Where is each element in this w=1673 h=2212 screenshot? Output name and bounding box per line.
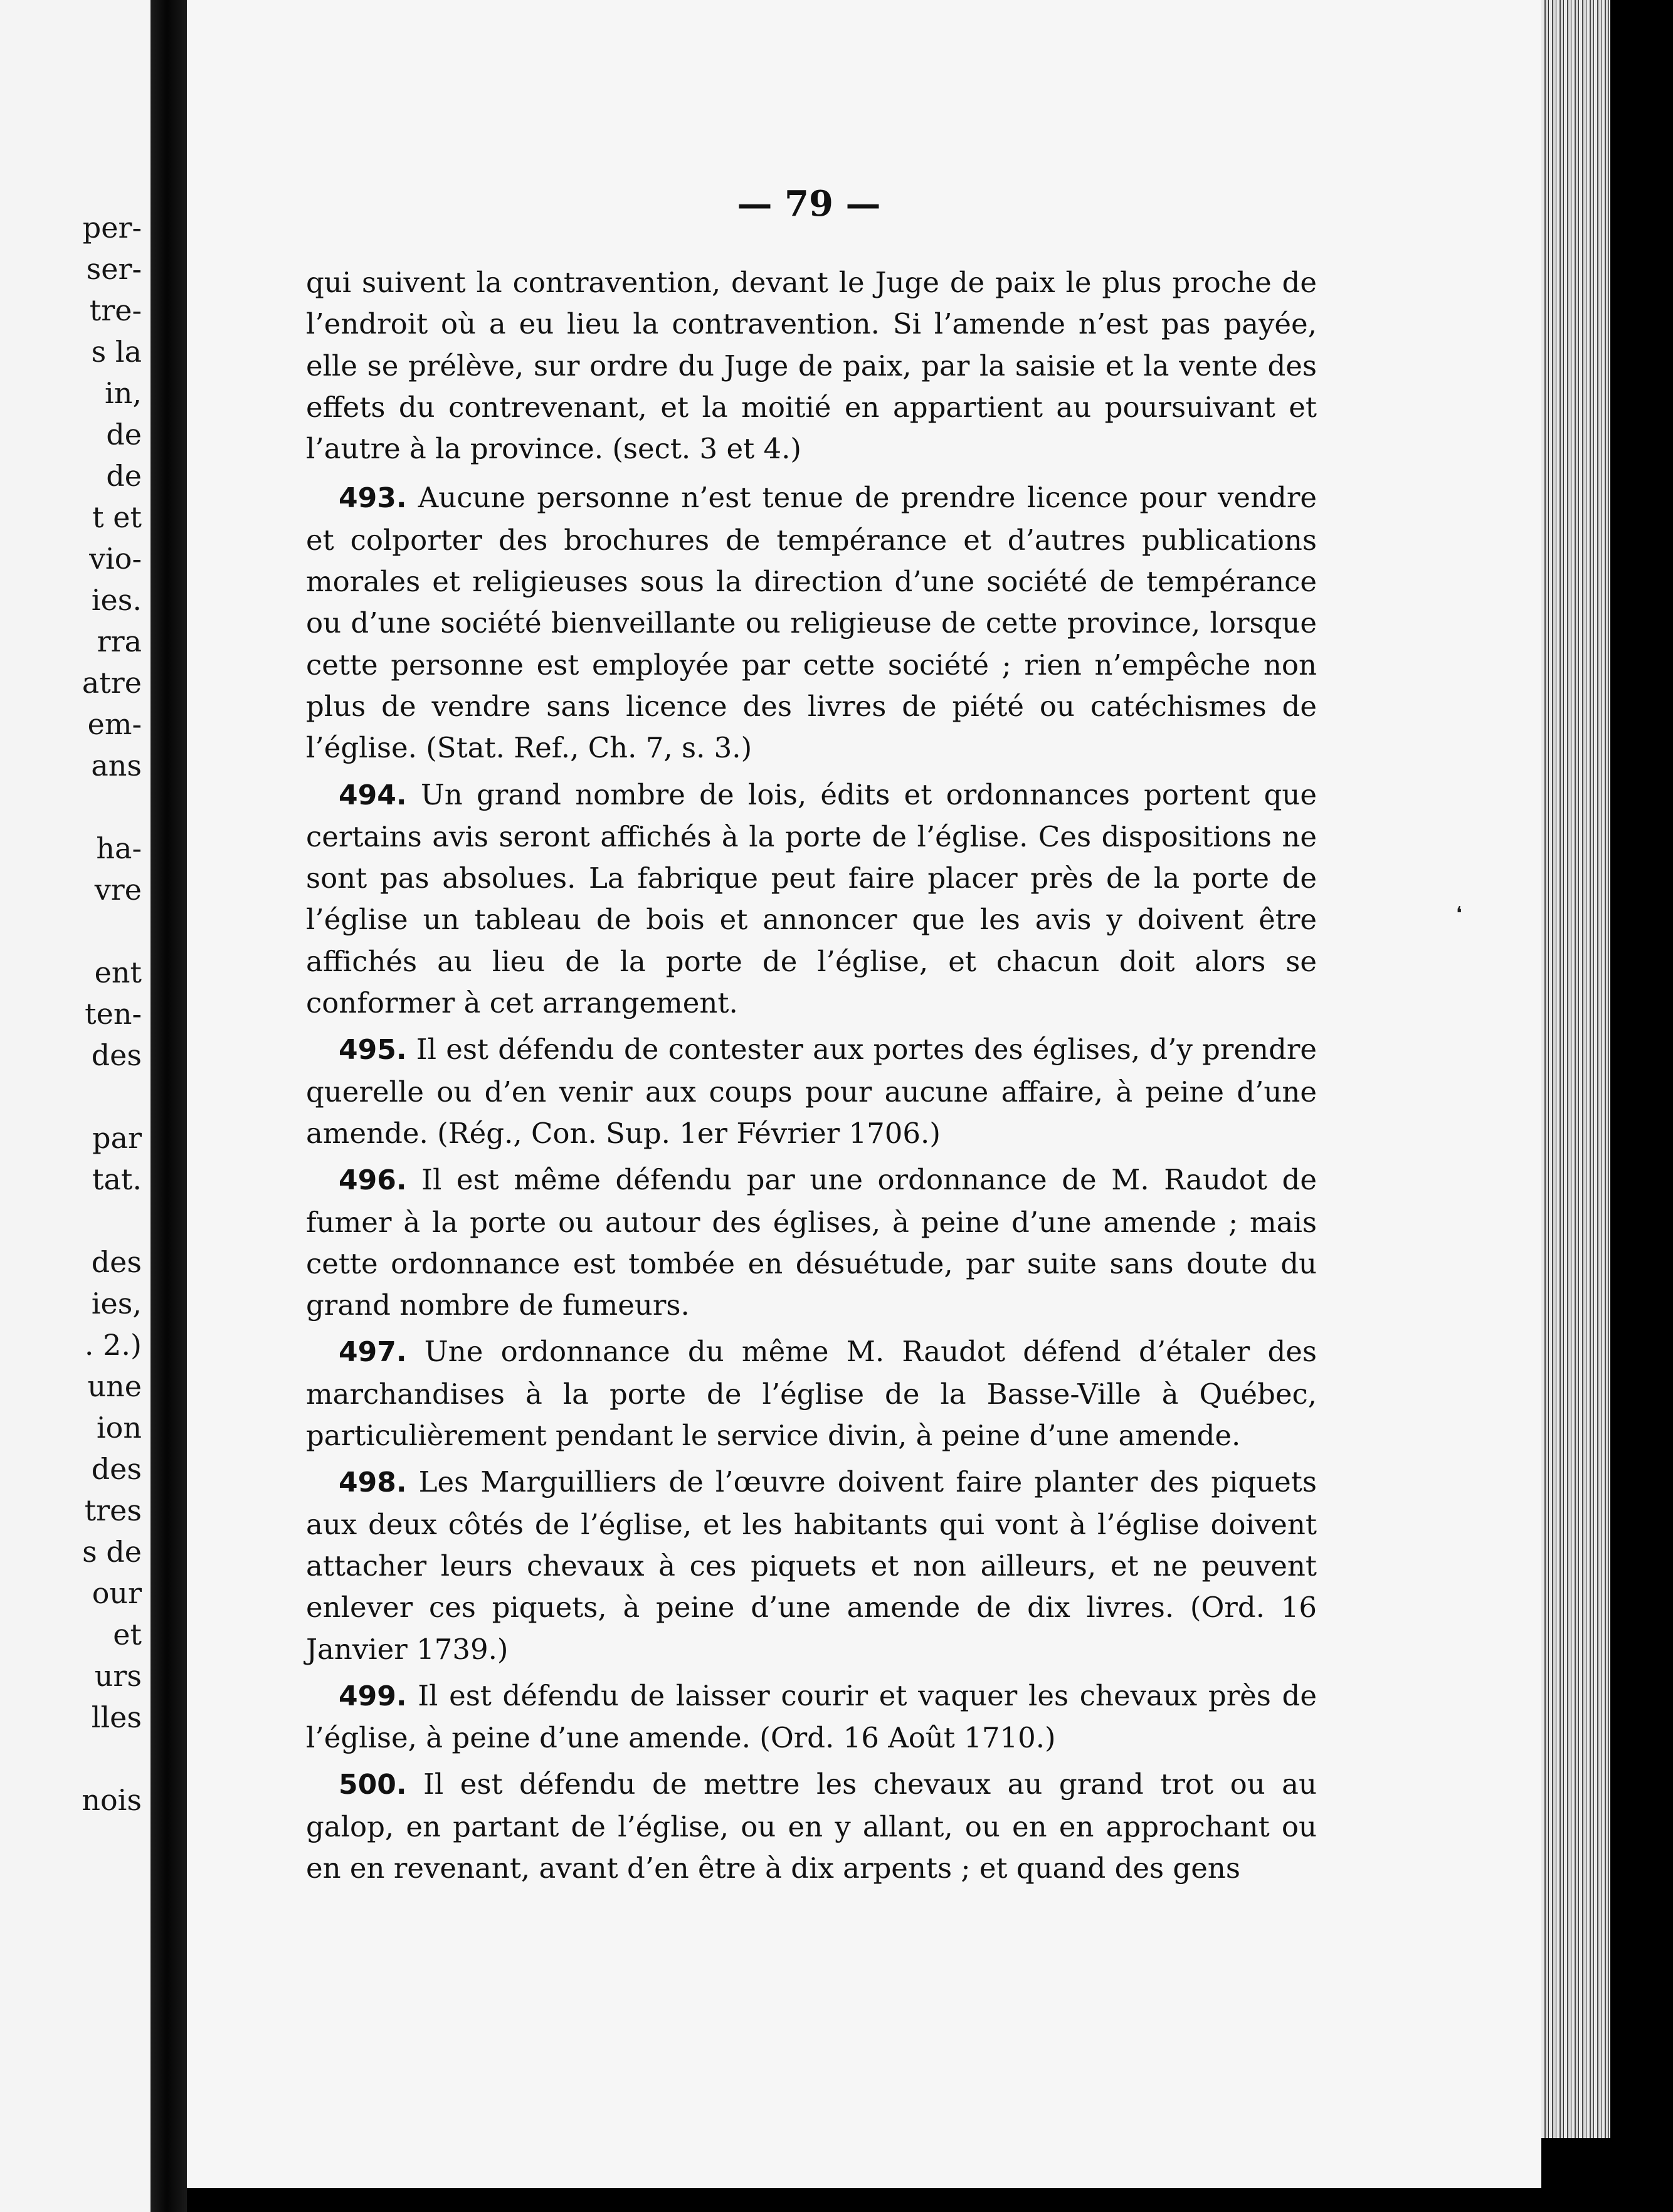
facing-page xyxy=(0,0,152,2212)
paragraph-text: Un grand nombre de lois, édits et ordonnances portent que certains avis seront affichés à la porte de l’église. Ces dispositions ne sont pas absolues. La fabrique peut faire placer près de la porte de l’église un tableau de bois et annoncer que les avis y doivent être affichés au lieu de la porte de l’église, et chacun doit alors se conformer à cet arrangement. xyxy=(306,777,1317,1020)
paragraph-number: 494. xyxy=(339,779,407,811)
paragraph-text: Il est défendu de mettre les chevaux au grand trot ou au galop, en partant de l’église, ou en y allant, ou en en approchant ou en en revenant, avant d’en être à dix arpents ; et quand des gens xyxy=(306,1767,1317,1885)
margin-mark: ❛ xyxy=(1456,903,1462,925)
paragraph-498 xyxy=(306,1462,1317,1670)
paragraph-497 xyxy=(306,1331,1317,1456)
paragraph-500 xyxy=(306,1764,1317,1889)
paragraph-number: 500. xyxy=(339,1769,407,1801)
paragraph-number: 499. xyxy=(339,1680,407,1712)
book-spine xyxy=(150,0,187,2212)
paragraph-number: 498. xyxy=(339,1467,407,1499)
paragraph-495 xyxy=(306,1029,1317,1154)
paragraph-text: Il est même défendu par une ordonnance de M. Raudot de fumer à la porte ou autour des églises, à peine d’une amende ; mais cette ordonnance est tombée en désuétude, par suite sans doute du grand nombre de fumeurs. xyxy=(306,1163,1317,1322)
paragraph-499 xyxy=(306,1675,1317,1759)
paragraph-493 xyxy=(306,477,1317,769)
background-bottom xyxy=(187,2188,1610,2212)
paragraph-number: 497. xyxy=(339,1336,407,1369)
paragraph-text: Il est défendu de laisser courir et vaquer les chevaux près de l’église, à peine d’une amende. (Ord. 16 Août 1710.) xyxy=(306,1678,1317,1755)
background-right xyxy=(1610,0,1673,2212)
paragraph-number: 496. xyxy=(339,1164,407,1197)
paragraph-text: Aucune personne n’est tenue de prendre licence pour vendre et colporter des brochures de tempérance et d’autres publications morales et religieuses sous la direction d’une société de tempérance ou d’une société bienveillante ou religieuse de cette province, lorsque cette personne est employée par cette société ; rien n’empêche non plus de vendre sans licence des livres de piété ou catéchismes de l’église. (Stat. Ref., Ch. 7, s. 3.) xyxy=(306,481,1317,765)
paragraph-496 xyxy=(306,1159,1317,1326)
page-edges xyxy=(1541,0,1610,2138)
paragraph-text: qui suivent la contravention, devant le Juge de paix le plus proche de l’endroit où a eu lieu la contravention. Si l’amende n’est pas payée, elle se prélève, sur ordre du Juge de paix, par la saisie et la vente des effets du contrevenant, et la moitié en appartient au poursuivant et l’autre à la province. (sect. 3 et 4.) xyxy=(306,266,1317,466)
paragraph-number: 495. xyxy=(339,1034,407,1066)
page-number: — 79 — xyxy=(737,183,881,224)
paragraph-494 xyxy=(306,774,1317,1024)
body-text xyxy=(306,262,1317,1894)
facing-page-text-fragments: per- ser- tre- s la in, de de t et vio- ies. rra atre em- ans ha- vre ent ten- des par tat. des ies, . 2.) une ion des tres s de our et urs lles nois xyxy=(82,211,142,1817)
paragraph-text: Les Marguilliers de l’œuvre doivent faire planter des piquets aux deux côtés de l’église, et les habitants qui vont à l’église doivent attacher leurs chevaux à ces piquets et non ailleurs, et ne peuvent enlever ces piquets, à peine d’une amende de dix livres. (Ord. 16 Janvier 1739.) xyxy=(306,1465,1317,1666)
paragraph-continuation xyxy=(306,262,1317,470)
paragraph-text: Il est défendu de contester aux portes des églises, d’y prendre querelle ou d’en venir aux coups pour aucune affaire, à peine d’une amende. (Rég., Con. Sup. 1er Février 1706.) xyxy=(306,1033,1317,1150)
paragraph-text: Une ordonnance du même M. Raudot défend d’étaler des marchandises à la porte de l’église de la Basse-Ville à Québec, particulièrement pendant le service divin, à peine d’une amende. xyxy=(306,1335,1317,1453)
paragraph-number: 493. xyxy=(339,482,407,515)
